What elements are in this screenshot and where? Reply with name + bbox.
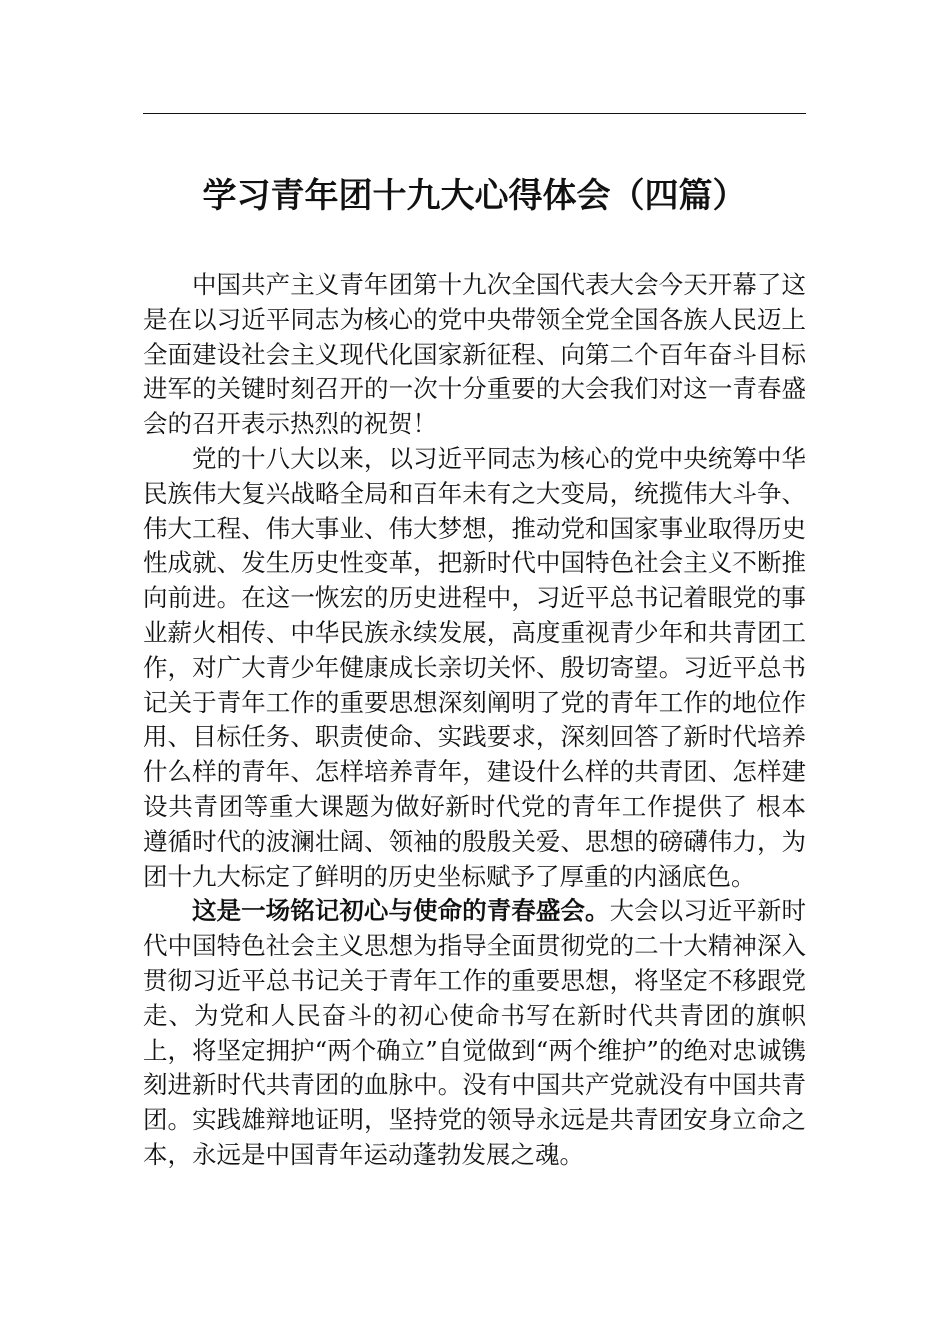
paragraph-text: 大会以习近平新时代中国特色社会主义思想为指导全面贯彻党的二十大精神深入贯彻习近平总书记关于青年工作的重要思想，将坚定不移跟党走、为党和人民奋斗的初心使命书写在新时代共青团的旗帜上，将坚定拥护“两个确立”自觉做到“两个维护”的绝对忠诚镌刻进新时代共青团的血脉中。没有中国共产党就没有中国共青团。实践雄辩地证明，坚持党的领导永远是共青团安身立命之本，永远是中国青年运动蓬勃发展之魂。 xyxy=(143,896,806,1169)
document-body xyxy=(143,268,806,1173)
paragraph-text: 党的十八大以来，以习近平同志为核心的党中央统筹中华民族伟大复兴战略全局和百年未有之大变局，统揽伟大斗争、伟大工程、伟大事业、伟大梦想，推动党和国家事业取得历史性成就、发生历史性变革，把新时代中国特色社会主义不断推向前进。在这一恢宏的历史进程中，习近平总书记着眼党的事业薪火相传、中华民族永续发展，高度重视青少年和共青团工作，对广大青少年健康成长亲切关怀、殷切寄望。习近平总书记关于青年工作的重要思想深刻阐明了党的青年工作的地位作用、目标任务、职责使命、实践要求，深刻回答了新时代培养什么样的青年、怎样培养青年，建设什么样的共青团、怎样建设共青团等重大课题为做好新时代党的青年工作提供了 根本遵循时代的波澜壮阔、领袖的殷殷关爱、思想的磅礴伟力，为团十九大标定了鲜明的历史坐标赋予了厚重的内涵底色。 xyxy=(143,443,806,891)
paragraph-lead-sentence: 这是一场铭记初心与使命的青春盛会。 xyxy=(192,896,610,926)
header-rule xyxy=(143,113,806,114)
document-title: 学习青年团十九大心得体会（四篇） xyxy=(202,176,747,216)
paragraph-1 xyxy=(143,268,806,442)
paragraph-3 xyxy=(143,894,806,1172)
paragraph-2 xyxy=(143,442,806,894)
paragraph-text: 中国共产主义青年团第十九次全国代表大会今天开幕了这是在以习近平同志为核心的党中央带领全党全国各族人民迈上全面建设社会主义现代化国家新征程、向第二个百年奋斗目标进军的关键时刻召开的一次十分重要的大会我们对这一青春盛会的召开表示热烈的祝贺！ xyxy=(143,270,806,439)
